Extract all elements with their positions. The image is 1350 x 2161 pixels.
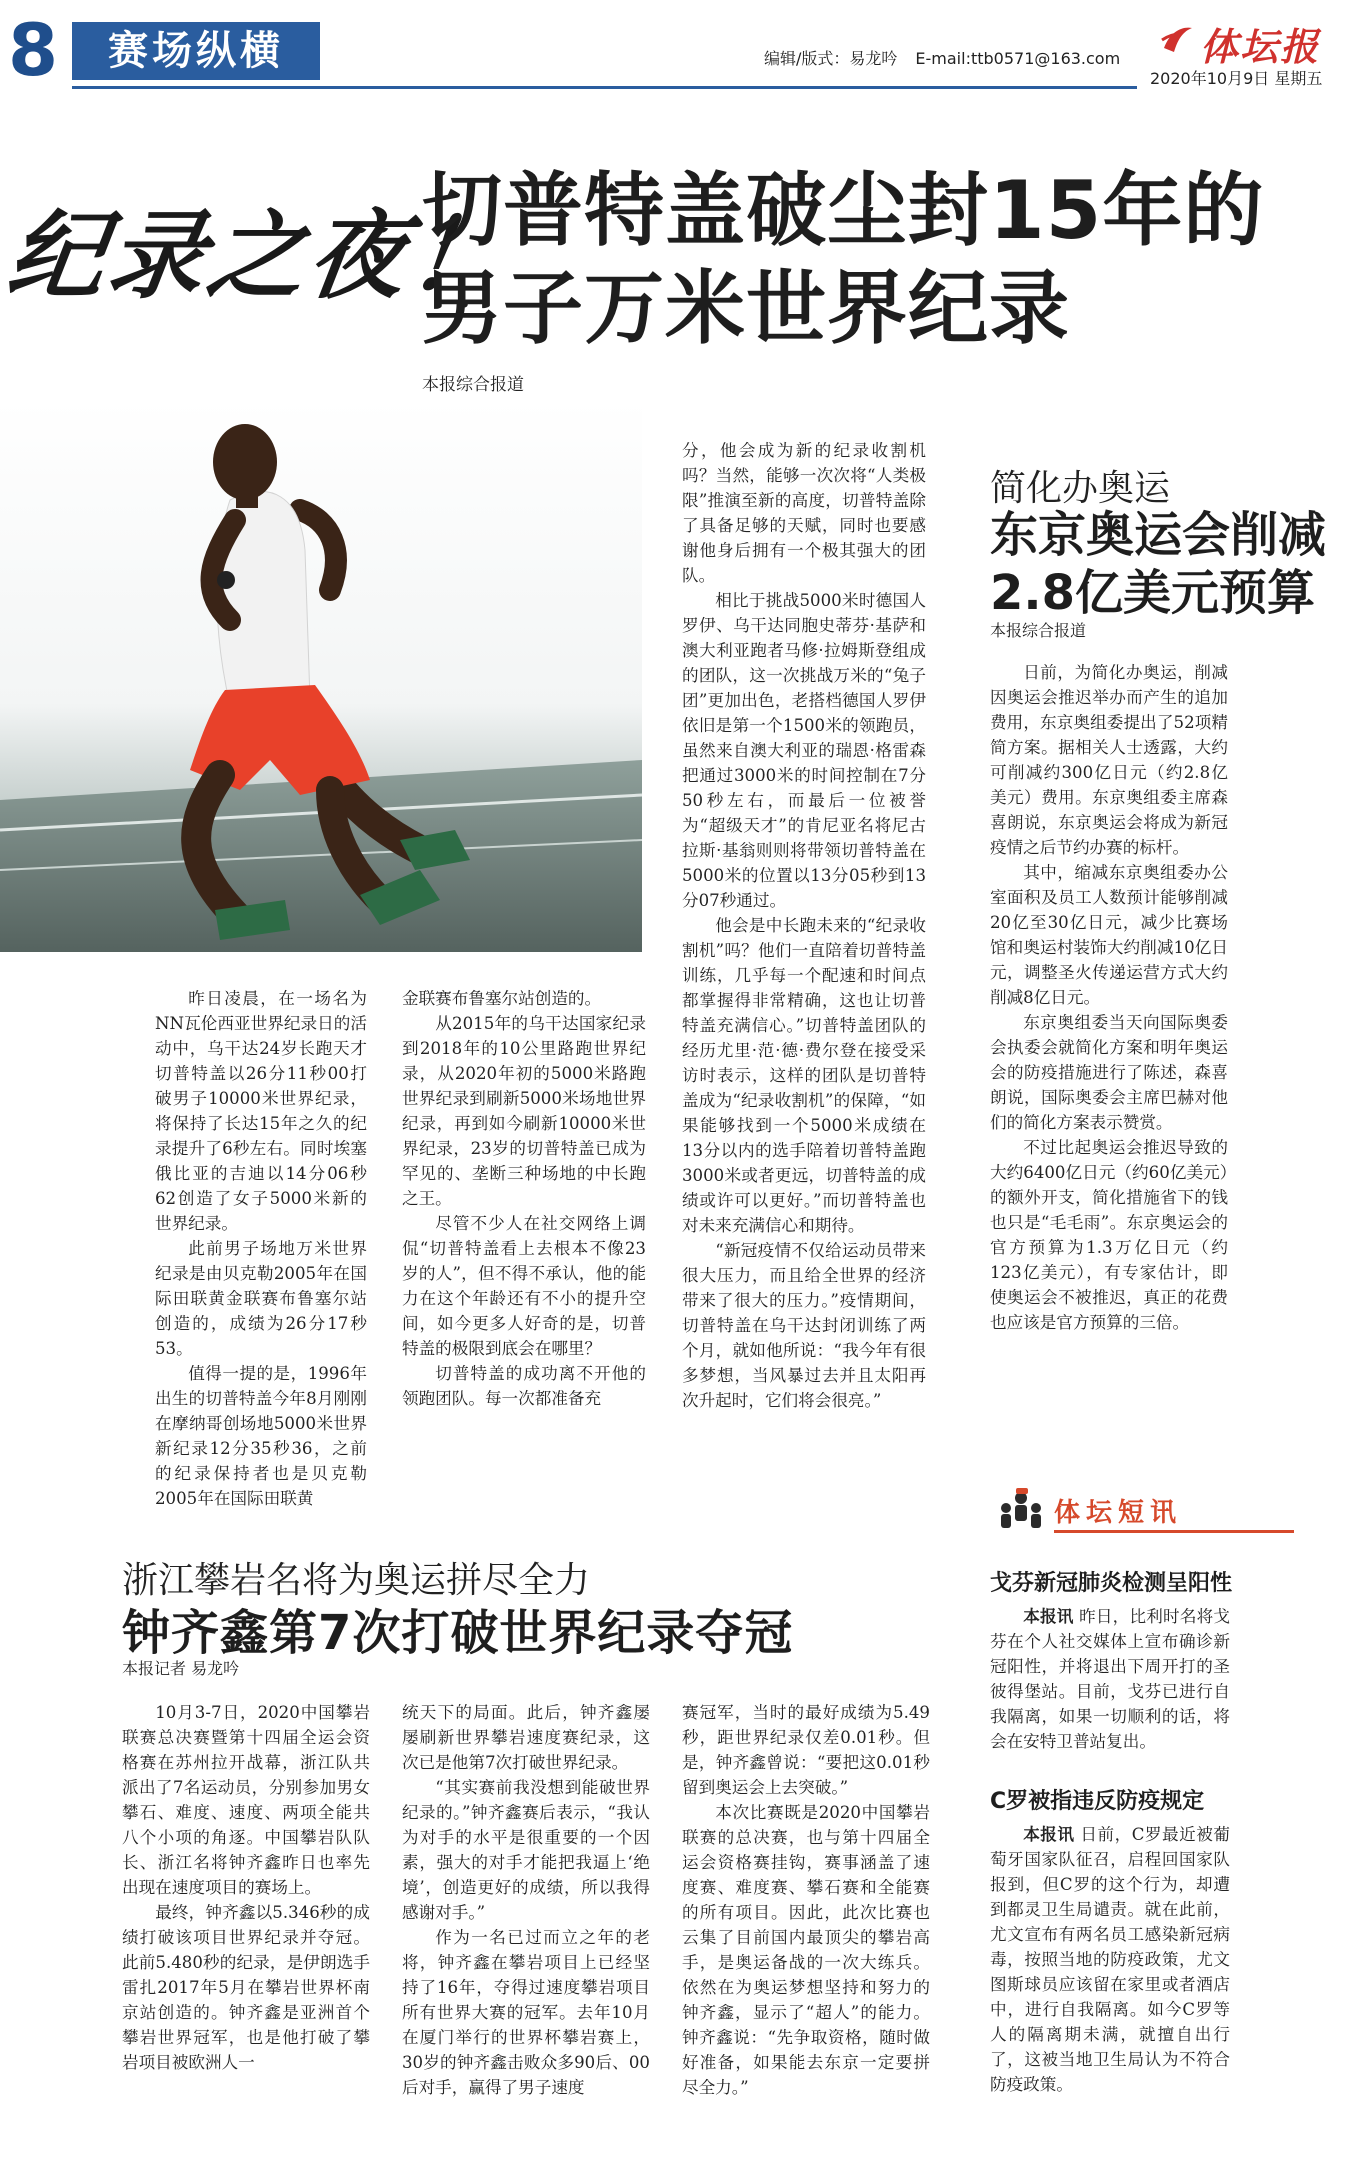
bottom-col2-paragraph: “其实赛前我没想到能破世界纪录的。”钟齐鑫赛后表示，“我认为对手的水平是很重要的一个因素，强大的对手才能把我逼上‘绝境’，创造更好的成绩，所以我得感谢对手。”	[402, 1778, 650, 1922]
brief-lead: 本报讯	[1023, 1824, 1075, 1844]
main-col2-paragraph: 尽管不少人在社交网络上调侃“切普特盖看上去根本不像23岁的人”，但不得不承认，他的能力在这个年龄还有不小的提升空间，如今更多人好奇的是，切普特盖的极限到底会在哪里？	[402, 1214, 646, 1358]
side-byline: 本报综合报道	[990, 621, 1087, 640]
side-headline-line1: 东京奥运会削减	[990, 507, 1327, 563]
main-col1-paragraph: 此前男子场地万米世界纪录是由贝克勒2005年在国际田联黄金联赛布鲁塞尔站创造的，成绩为26分17秒53。	[155, 1239, 367, 1358]
briefs-label: 体坛短讯	[1054, 1498, 1183, 1528]
page-number: 8	[8, 8, 59, 92]
main-byline: 本报综合报道	[422, 375, 524, 395]
main-kicker: 纪录之夜！	[1, 199, 517, 312]
issue-date: 2020年10月9日 星期五	[1150, 69, 1323, 88]
header-rule	[72, 86, 1137, 89]
bottom-col3-paragraph: 本次比赛既是2020中国攀岩联赛的总决赛，也与第十四届全运会资格赛挂钩，赛事涵盖了速度赛、难度赛、攀石赛和全能赛的所有项目。因此，此次比赛也云集了目前国内最顶尖的攀岩高手，是奥运备战的一次大练兵。依然在为奥运梦想坚持和努力的钟齐鑫，显示了“超人”的能力。钟齐鑫说：“先争取资格，随时做好准备，如果能去东京一定要拼尽全力。”	[682, 1803, 930, 2097]
side-paragraph: 其中，缩减东京奥组委办公室面积及员工人数预计能够削减20亿至30亿日元，减少比赛场馆和奥运村装饰大约削减10亿日元，调整圣火传递运营方式大约削减8亿日元。	[990, 863, 1228, 1007]
side-paragraph: 日前，为简化办奥运，削减因奥运会推迟举办而产生的追加费用，东京奥组委提出了52项精简方案。据相关人士透露，大约可削减约300亿日元（约2.8亿美元）费用。东京奥组委主席森喜朗说，东京奥运会将成为新冠疫情之后节约办赛的标杆。	[990, 663, 1228, 857]
main-headline-line1: 切普特盖破尘封15年的	[422, 164, 1265, 257]
bottom-col2-paragraph: 统天下的局面。此后，钟齐鑫屡屡刷新世界攀岩速度赛纪录，这次已是他第7次打破世界纪录。	[402, 1703, 650, 1772]
brief-body	[990, 1822, 1230, 2097]
main-col2-paragraph: 从2015年的乌干达国家纪录到2018年的10公里路跑世界纪录，从2020年初的5000米路跑世界纪录到刷新5000米场地世界纪录，再到如今刷新10000米世界纪录，23岁的切普特盖已成为罕见的、垄断三种场地的中长跑之王。	[402, 1014, 646, 1208]
side-column	[990, 660, 1228, 1335]
brief-title: C罗被指违反防疫规定	[990, 1789, 1205, 1814]
bottom-col1-paragraph: 最终，钟齐鑫以5.346秒的成绩打破该项目世界纪录并夺冠。此前5.480秒的纪录，是伊朗选手雷扎2017年5月在攀岩世界杯南京站创造的。钟齐鑫是亚洲首个攀岩世界冠军，也是他打破了攀岩项目被欧洲人一	[122, 1903, 370, 2072]
side-headline	[990, 506, 1350, 622]
newspaper-logo: 体坛报	[1200, 24, 1321, 69]
brief-text: 日前，C罗最近被葡萄牙国家队征召，启程回国家队报到，但C罗的这个行为，却遭到都灵卫生局谴责。就在此前，尤文宣布有两名员工感染新冠病毒，按照当地的防疫政策，尤文图斯球员应该留在家里或者酒店中，进行自我隔离。如今C罗等人的隔离期未满，就擅自出行了，这被当地卫生局认为不符合防疫政策。	[990, 1825, 1231, 2094]
runner-photo	[0, 400, 642, 952]
bottom-column-1	[122, 1700, 370, 2075]
bottom-byline: 本报记者 易龙吟	[122, 1659, 240, 1678]
side-headline-line2: 2.8亿美元预算	[990, 565, 1316, 621]
side-paragraph: 不过比起奥运会推迟导致的大约6400亿日元（约60亿美元）的额外开支，简化措施省下的钱也只是“毛毛雨”。东京奥运会的官方预算为1.3万亿日元（约123亿美元），有专家估计，即使奥运会不被推迟，真正的花费也应该是官方预算的三倍。	[990, 1138, 1228, 1332]
logo-swoosh-icon	[1160, 22, 1194, 56]
main-column-1	[155, 986, 367, 1511]
bottom-col3-paragraph: 赛冠军，当时的最好成绩为5.49秒，距世界纪录仅差0.01秒。但是，钟齐鑫曾说：“要把这0.01秒留到奥运会上去突破。”	[682, 1703, 930, 1797]
bottom-column-3	[682, 1700, 930, 2100]
main-column-2	[402, 986, 646, 1411]
bottom-col2-paragraph: 作为一名已过而立之年的老将，钟齐鑫在攀岩项目上已经坚持了16年，夺得过速度攀岩项目所有世界大赛的冠军。去年10月在厦门举行的世界杯攀岩赛上，30岁的钟齐鑫击败众多90后、00后对手，赢得了男子速度	[402, 1928, 650, 2097]
main-headline	[422, 162, 1350, 358]
main-col1-paragraph: 值得一提的是，1996年出生的切普特盖今年8月刚刚在摩纳哥创场地5000米世界新纪录12分35秒36，之前的纪录保持者也是贝克勒2005年在国际田联黄	[155, 1364, 367, 1508]
side-paragraph: 东京奥组委当天向国际奥委会执委会就简化方案和明年奥运会的防疫措施进行了陈述，森喜朗说，国际奥委会主席巴赫对他们的简化方案表示赞赏。	[990, 1013, 1228, 1132]
main-column-3	[682, 438, 926, 1413]
people-group-icon	[996, 1486, 1046, 1536]
brief-lead: 本报讯	[1023, 1606, 1074, 1626]
main-col3-paragraph: 分，他会成为新的纪录收割机吗？当然，能够一次次将“人类极限”推演至新的高度，切普特盖除了具备足够的天赋，同时也要感谢他身后拥有一个极其强大的团队。	[682, 441, 926, 585]
main-col3-paragraph: 他会是中长跑未来的“纪录收割机”吗？他们一直陪着切普特盖训练，几乎每一个配速和时间点都掌握得非常精确，这也让切普特盖充满信心。”切普特盖团队的经历尤里·范·德·费尔登在接受采访时表示，这样的团队是切普特盖成为“纪录收割机”的保障，“如果能够找到一个5000米成绩在13分以内的选手陪着切普特盖跑3000米或者更远，切普特盖的成绩或许可以更好。”而切普特盖也对未来充满信心和期待。	[682, 916, 926, 1235]
main-headline-line2: 男子万米世界纪录	[422, 262, 1070, 355]
main-col2-paragraph: 切普特盖的成功离不开他的领跑团队。每一次都准备充	[402, 1364, 646, 1408]
bottom-col1-paragraph: 10月3-7日，2020中国攀岩联赛总决赛暨第十四届全运会资格赛在苏州拉开战幕，浙江队共派出了7名运动员，分别参加男女攀石、难度、速度、两项全能共八个小项的角逐。中国攀岩队队长、浙江名将钟齐鑫昨日也率先出现在速度项目的赛场上。	[122, 1703, 370, 1897]
bottom-column-2	[402, 1700, 650, 2100]
main-col3-paragraph: 相比于挑战5000米时德国人罗伊、乌干达同胞史蒂芬·基萨和澳大利亚跑者马修·拉姆斯登组成的团队，这一次挑战万米的“兔子团”更加出色，老搭档德国人罗伊依旧是第一个1500米的领跑员，虽然来自澳大利亚的瑞恩·格雷森把通过3000米的时间控制在7分50秒左右，而最后一位被誉为“超级天才”的肯尼亚名将尼古拉斯·基翁则则将带领切普特盖在5000米的位置以13分05秒到13分07秒通过。	[682, 591, 926, 910]
editor-info	[764, 46, 1120, 69]
briefs-rule	[1054, 1530, 1294, 1533]
section-title: 赛场纵横	[72, 22, 320, 80]
brief-title: 戈芬新冠肺炎检测呈阳性	[990, 1571, 1233, 1596]
brief-body	[990, 1604, 1230, 1754]
main-col3-paragraph: “新冠疫情不仅给运动员带来很大压力，而且给全世界的经济带来了很大的压力。”疫情期间，切普特盖在乌干达封闭训练了两个月，就如他所说：“我今年有很多梦想，当风暴过去并且太阳再次升起时，它们将会很亮。”	[682, 1241, 926, 1410]
main-col2-paragraph: 金联赛布鲁塞尔站创造的。	[402, 989, 602, 1008]
main-col1-paragraph: 昨日凌晨，在一场名为NN瓦伦西亚世界纪录日的活动中，乌干达24岁长跑天才切普特盖以26分11秒00打破男子10000米世界纪录，将保持了长达15年之久的纪录提升了6秒左右。同时埃塞俄比亚的吉迪以14分06秒62创造了女子5000米新的世界纪录。	[155, 989, 367, 1233]
editor-credit: 编辑/版式：易龙吟	[764, 49, 898, 68]
side-kicker: 简化办奥运	[990, 468, 1171, 509]
bottom-headline: 钟齐鑫第7次打破世界纪录夺冠	[122, 1605, 794, 1661]
editor-email: E-mail:ttb0571@163.com	[915, 49, 1121, 68]
bottom-kicker: 浙江攀岩名将为奥运拼尽全力	[122, 1560, 591, 1601]
brief-text: 昨日，比利时名将戈芬在个人社交媒体上宣布确诊新冠阳性，并将退出下周开打的圣彼得堡站。目前，戈芬已进行自我隔离，如果一切顺利的话，将会在安特卫普站复出。	[990, 1607, 1231, 1751]
